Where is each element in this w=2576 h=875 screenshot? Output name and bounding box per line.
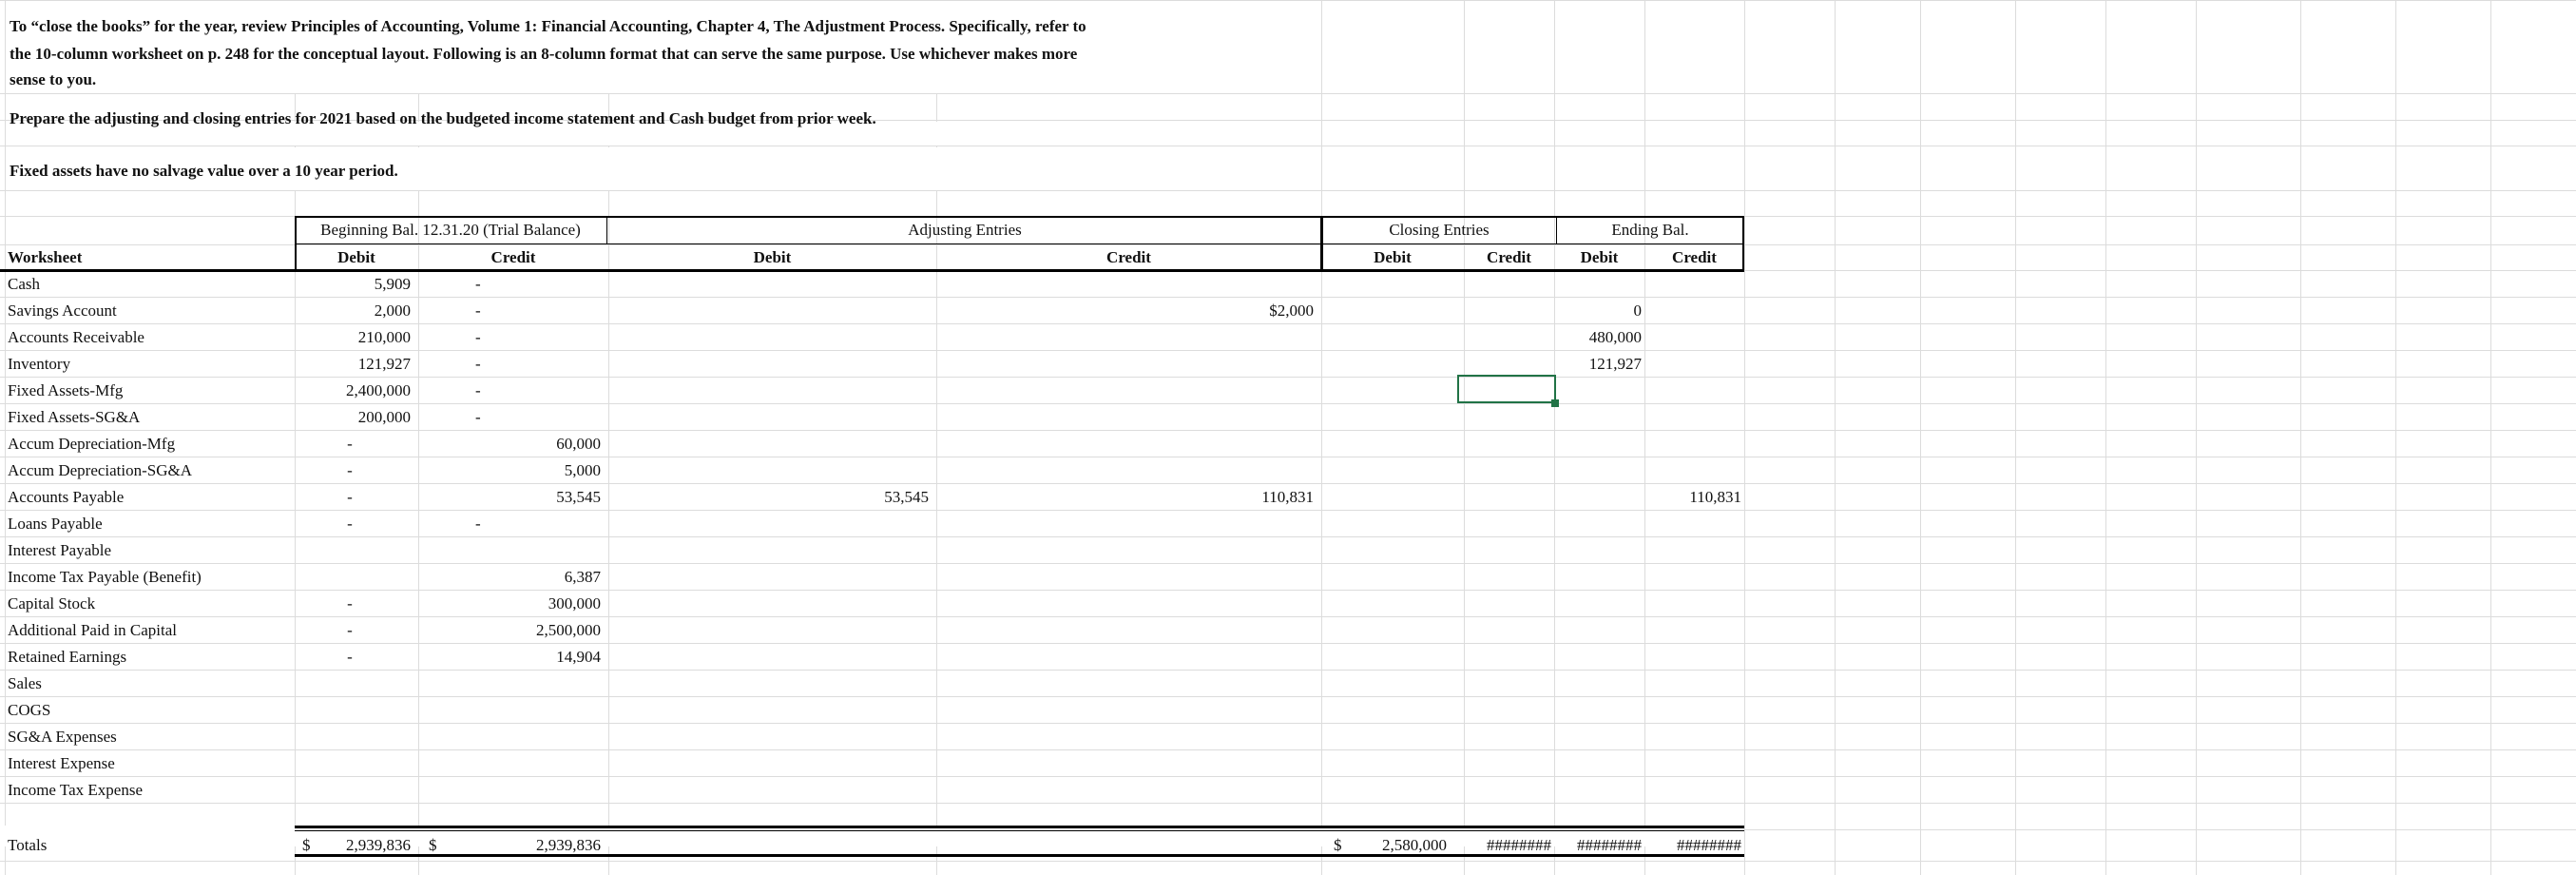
task-instruction: Prepare the adjusting and closing entries for 2021 based on the budgeted income statement and Cash budget from prior week. (10, 109, 876, 127)
beginning-debit[interactable] (295, 750, 411, 777)
ending-debit[interactable] (1554, 777, 1642, 804)
closing-debit[interactable] (1321, 537, 1456, 564)
adjusting-debit[interactable] (608, 511, 929, 537)
adjusting-debit[interactable] (608, 644, 929, 671)
ending-debit[interactable]: 480,000 (1588, 328, 1642, 346)
ending-credit[interactable] (1644, 564, 1741, 591)
beginning-debit[interactable]: - (347, 621, 353, 639)
adjusting-debit[interactable] (608, 750, 929, 777)
beginning-credit[interactable] (418, 724, 601, 750)
adjusting-credit[interactable] (936, 431, 1314, 457)
beginning-debit[interactable]: - (347, 461, 353, 479)
gridline-vertical (2196, 0, 2197, 875)
beginning-debit[interactable]: 2,400,000 (346, 381, 411, 399)
adjusting-debit[interactable] (608, 537, 929, 564)
totals-beginning-credit-symbol: $ (429, 836, 437, 854)
adjusting-credit[interactable] (936, 724, 1314, 750)
adjusting-credit[interactable] (936, 697, 1314, 724)
worksheet-header: Worksheet (8, 248, 83, 266)
ending-debit[interactable] (1554, 457, 1642, 484)
closing-debit[interactable] (1321, 404, 1456, 431)
account-name[interactable]: Fixed Assets-SG&A (8, 408, 141, 426)
beginning-credit[interactable] (418, 537, 601, 564)
account-name[interactable]: Income Tax Expense (8, 781, 144, 799)
beginning-credit[interactable]: - (475, 328, 481, 346)
selected-cell[interactable] (1457, 375, 1556, 403)
closing-credit[interactable] (1464, 457, 1547, 484)
closing-debit[interactable] (1321, 324, 1456, 351)
closing-credit[interactable] (1464, 537, 1547, 564)
closing-debit[interactable] (1321, 644, 1456, 671)
beginning-credit[interactable]: 2,500,000 (536, 621, 601, 639)
ending-debit[interactable] (1554, 271, 1642, 298)
adjusting-entries-header: Adjusting Entries (908, 221, 1022, 239)
gridline-vertical (1920, 0, 1921, 875)
ending-debit[interactable] (1554, 671, 1642, 697)
gridline-horizontal (0, 93, 2576, 94)
adjusting-credit[interactable] (936, 671, 1314, 697)
account-name[interactable]: Inventory (8, 355, 71, 373)
beginning-credit[interactable]: - (475, 355, 481, 373)
beginning-debit[interactable] (295, 697, 411, 724)
adjusting-credit[interactable] (936, 644, 1314, 671)
beginning-debit[interactable] (295, 671, 411, 697)
closing-debit[interactable] (1321, 378, 1456, 404)
ending-credit[interactable] (1644, 750, 1741, 777)
ending-debit[interactable]: 121,927 (1588, 355, 1642, 373)
closing-credit[interactable] (1464, 724, 1547, 750)
beginning-debit[interactable]: - (347, 435, 353, 453)
ending-debit[interactable] (1554, 378, 1642, 404)
gridline-vertical (2105, 0, 2106, 875)
ending-credit[interactable] (1644, 724, 1741, 750)
beginning-credit[interactable] (418, 671, 601, 697)
adjusting-debit[interactable] (608, 777, 929, 804)
closing-credit[interactable] (1464, 484, 1547, 511)
account-name[interactable]: Accounts Payable (8, 488, 125, 506)
beginning-credit[interactable] (418, 750, 601, 777)
ending-debit-header: Debit (1580, 248, 1619, 266)
beginning-credit-header: Credit (490, 248, 536, 266)
beginning-credit[interactable]: - (475, 275, 481, 293)
beginning-credit[interactable]: - (475, 515, 481, 533)
closing-debit[interactable] (1321, 431, 1456, 457)
gridline-vertical (2015, 0, 2016, 875)
ending-credit[interactable] (1644, 298, 1741, 324)
ending-debit[interactable] (1554, 484, 1642, 511)
beginning-credit[interactable]: 14,904 (556, 648, 601, 666)
beginning-debit[interactable]: - (347, 488, 353, 506)
adjusting-debit[interactable] (608, 351, 929, 378)
adjusting-debit[interactable] (608, 298, 929, 324)
beginning-debit[interactable]: 2,000 (374, 301, 411, 320)
adjusting-debit[interactable] (608, 378, 929, 404)
ending-debit[interactable] (1554, 750, 1642, 777)
totals-label: Totals (8, 836, 48, 854)
account-name[interactable]: Accounts Receivable (8, 328, 144, 346)
beginning-debit[interactable]: 5,909 (374, 275, 411, 293)
closing-entries-header: Closing Entries (1389, 221, 1490, 239)
adjusting-credit[interactable] (936, 750, 1314, 777)
ending-debit[interactable] (1554, 431, 1642, 457)
ending-debit[interactable] (1554, 617, 1642, 644)
closing-credit[interactable] (1464, 671, 1547, 697)
closing-debit[interactable] (1321, 298, 1456, 324)
beginning-debit[interactable]: 200,000 (357, 408, 411, 426)
beginning-credit[interactable]: - (475, 408, 481, 426)
closing-credit[interactable] (1464, 511, 1547, 537)
adjusting-credit[interactable] (936, 511, 1314, 537)
adjusting-debit[interactable]: 53,545 (884, 488, 929, 506)
beginning-debit[interactable] (295, 537, 411, 564)
account-name[interactable]: Cash (8, 275, 40, 293)
adjusting-debit[interactable] (608, 697, 929, 724)
adjusting-credit[interactable] (936, 457, 1314, 484)
adjusting-credit[interactable] (936, 271, 1314, 298)
beginning-debit[interactable]: 210,000 (357, 328, 411, 346)
adjusting-debit[interactable] (608, 564, 929, 591)
ending-credit[interactable] (1644, 777, 1741, 804)
totals-closing-debit[interactable]: 2,580,000 (1382, 836, 1447, 854)
instruction-line-2: the 10-column worksheet on p. 248 for the conceptual layout. Following is an 8-column format that can serve the same purpose. Use whichever makes more (10, 45, 1078, 63)
ending-balance-header: Ending Bal. (1611, 221, 1689, 239)
totals-closing-credit[interactable]: ######## (1487, 836, 1551, 854)
ending-credit[interactable] (1644, 537, 1741, 564)
closing-credit[interactable] (1464, 564, 1547, 591)
ending-debit[interactable] (1554, 404, 1642, 431)
closing-credit[interactable] (1464, 644, 1547, 671)
gridline-horizontal (0, 861, 2576, 862)
gridline-vertical (1744, 0, 1745, 875)
header-divider (606, 216, 607, 244)
closing-debit[interactable] (1321, 271, 1456, 298)
closing-debit[interactable] (1321, 777, 1456, 804)
closing-debit[interactable] (1321, 617, 1456, 644)
adjusting-debit[interactable] (608, 431, 929, 457)
ending-debit[interactable] (1554, 537, 1642, 564)
closing-debit-header: Debit (1374, 248, 1412, 266)
ending-credit[interactable] (1644, 404, 1741, 431)
adjusting-debit[interactable] (608, 324, 929, 351)
closing-credit[interactable] (1464, 750, 1547, 777)
ending-debit[interactable] (1554, 511, 1642, 537)
closing-debit[interactable] (1321, 564, 1456, 591)
closing-debit[interactable] (1321, 351, 1456, 378)
adjusting-credit[interactable] (936, 564, 1314, 591)
adjusting-credit[interactable] (936, 351, 1314, 378)
ending-debit[interactable] (1554, 564, 1642, 591)
closing-credit[interactable] (1464, 271, 1547, 298)
closing-debit[interactable] (1321, 724, 1456, 750)
beginning-credit[interactable] (418, 777, 601, 804)
adjusting-credit[interactable] (936, 777, 1314, 804)
ending-credit[interactable]: 110,831 (1689, 488, 1741, 506)
gridline-vertical (2300, 0, 2301, 875)
beginning-debit-header: Debit (337, 248, 375, 266)
beginning-credit[interactable]: 60,000 (556, 435, 601, 453)
closing-debit[interactable] (1321, 511, 1456, 537)
ending-debit[interactable] (1554, 591, 1642, 617)
gridline-vertical (2395, 0, 2396, 875)
closing-credit[interactable] (1464, 697, 1547, 724)
adjusting-credit[interactable] (936, 617, 1314, 644)
account-name[interactable]: Additional Paid in Capital (8, 621, 178, 639)
ending-credit[interactable] (1644, 617, 1741, 644)
closing-credit[interactable] (1464, 777, 1547, 804)
totals-ending-debit[interactable]: ######## (1577, 836, 1642, 854)
adjusting-credit[interactable] (936, 324, 1314, 351)
totals-closing-debit-symbol: $ (1334, 836, 1342, 854)
beginning-credit[interactable]: 5,000 (564, 461, 601, 479)
beginning-credit[interactable]: 53,545 (556, 488, 601, 506)
beginning-debit[interactable] (295, 724, 411, 750)
account-name[interactable]: Interest Payable (8, 541, 112, 559)
account-name[interactable]: COGS (8, 701, 51, 719)
closing-debit[interactable] (1321, 457, 1456, 484)
closing-credit[interactable] (1464, 431, 1547, 457)
beginning-debit[interactable] (295, 777, 411, 804)
adjusting-debit[interactable] (608, 404, 929, 431)
beginning-debit[interactable]: - (347, 515, 353, 533)
totals-beginning-debit-symbol: $ (302, 836, 311, 854)
instruction-line-1: To “close the books” for the year, review Principles of Accounting, Volume 1: Financial Accounting, Chapter 4, The Adjustment Process. Specifically, refer to (10, 17, 1086, 35)
adjusting-debit[interactable] (608, 617, 929, 644)
account-name[interactable]: SG&A Expenses (8, 728, 117, 746)
account-name[interactable]: Capital Stock (8, 594, 96, 612)
closing-credit[interactable] (1464, 591, 1547, 617)
beginning-credit[interactable]: - (475, 381, 481, 399)
ending-credit[interactable] (1644, 697, 1741, 724)
totals-beginning-debit[interactable]: 2,939,836 (346, 836, 411, 854)
adjusting-debit[interactable] (608, 671, 929, 697)
closing-credit[interactable] (1464, 351, 1547, 378)
header-divider (1556, 216, 1557, 244)
account-name[interactable]: Fixed Assets-Mfg (8, 381, 124, 399)
ending-credit[interactable] (1644, 591, 1741, 617)
totals-top-border-inner (295, 830, 1744, 831)
ending-credit[interactable] (1644, 644, 1741, 671)
ending-debit[interactable] (1554, 644, 1642, 671)
closing-debit[interactable] (1321, 750, 1456, 777)
beginning-credit[interactable]: - (475, 301, 481, 320)
adjusting-debit[interactable] (608, 591, 929, 617)
account-name[interactable]: Retained Earnings (8, 648, 127, 666)
closing-debit[interactable] (1321, 591, 1456, 617)
account-name[interactable]: Loans Payable (8, 515, 103, 533)
ending-debit[interactable]: 0 (1633, 301, 1642, 320)
ending-credit[interactable] (1644, 431, 1741, 457)
ending-credit[interactable] (1644, 511, 1741, 537)
closing-credit[interactable] (1464, 404, 1547, 431)
ending-credit[interactable] (1644, 457, 1741, 484)
ending-credit[interactable] (1644, 671, 1741, 697)
beginning-balance-header: Beginning Bal. 12.31.20 (Trial Balance) (320, 221, 581, 239)
totals-beginning-credit[interactable]: 2,939,836 (536, 836, 601, 854)
ending-credit[interactable] (1644, 351, 1741, 378)
closing-credit-header: Credit (1487, 248, 1531, 266)
closing-credit[interactable] (1464, 298, 1547, 324)
adjusting-credit[interactable]: $2,000 (1269, 301, 1314, 320)
fill-handle[interactable] (1551, 399, 1559, 407)
ending-debit[interactable] (1554, 697, 1642, 724)
account-name[interactable]: Savings Account (8, 301, 117, 320)
closing-credit[interactable] (1464, 324, 1547, 351)
fixed-assets-note: Fixed assets have no salvage value over a 10 year period. (10, 162, 398, 180)
closing-credit[interactable] (1464, 617, 1547, 644)
adjusting-debit[interactable] (608, 724, 929, 750)
gridline-vertical (1835, 0, 1836, 875)
adjusting-credit[interactable] (936, 378, 1314, 404)
beginning-credit[interactable]: 6,387 (564, 568, 601, 586)
gridline-horizontal (0, 190, 2576, 191)
account-name[interactable]: Accum Depreciation-Mfg (8, 435, 176, 453)
account-name[interactable]: Income Tax Payable (Benefit) (8, 568, 202, 586)
beginning-debit[interactable] (295, 564, 411, 591)
beginning-credit[interactable] (418, 697, 601, 724)
adjusting-credit[interactable] (936, 591, 1314, 617)
totals-top-border (295, 826, 1744, 828)
beginning-debit[interactable]: 121,927 (357, 355, 411, 373)
account-name[interactable]: Sales (8, 674, 42, 692)
adjusting-debit[interactable] (608, 271, 929, 298)
ending-credit[interactable] (1644, 378, 1741, 404)
adjusting-debit-header: Debit (753, 248, 792, 266)
ending-credit-header: Credit (1672, 248, 1717, 266)
instruction-line-3: sense to you. (10, 70, 97, 88)
gridline-vertical (2490, 0, 2491, 875)
closing-debit[interactable] (1321, 671, 1456, 697)
closing-debit[interactable] (1321, 484, 1456, 511)
beginning-credit[interactable]: 300,000 (548, 594, 601, 612)
ending-credit[interactable] (1644, 324, 1741, 351)
beginning-debit[interactable]: - (347, 594, 353, 612)
adjusting-credit[interactable] (936, 537, 1314, 564)
adjusting-credit-header: Credit (1106, 248, 1151, 266)
closing-debit[interactable] (1321, 697, 1456, 724)
ending-credit[interactable] (1644, 271, 1741, 298)
totals-ending-credit[interactable]: ######## (1677, 836, 1741, 854)
account-name[interactable]: Interest Expense (8, 754, 115, 772)
account-name[interactable]: Accum Depreciation-SG&A (8, 461, 193, 479)
beginning-debit[interactable]: - (347, 648, 353, 666)
adjusting-debit[interactable] (608, 457, 929, 484)
ending-debit[interactable] (1554, 724, 1642, 750)
adjusting-credit[interactable]: 110,831 (1261, 488, 1314, 506)
adjusting-credit[interactable] (936, 404, 1314, 431)
